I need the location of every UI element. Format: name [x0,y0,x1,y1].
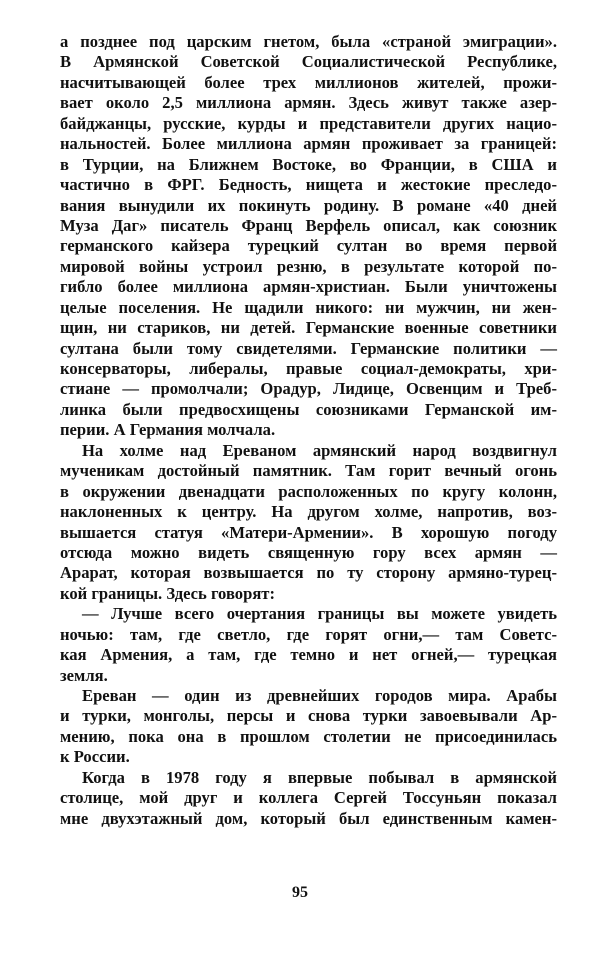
text-line: нальностей. Более миллиона армян проживает за границей: [60,134,557,154]
text-line: мне двухэтажный дом, который был единственным камен- [60,808,557,828]
text-line: кая Армения, а там, где темно и нет огней,— турецкая [60,645,557,665]
text-line: консерваторы, либералы, правые социал-демократы, хри- [60,359,557,378]
text-line: султана были тому свидетелями. Германские политики — [60,338,557,358]
page-body-text [60,32,557,829]
text-line: байджанцы, русские, курды и представители других нацио- [60,113,557,133]
text-line: В Армянской Советской Социалистической Республике, [60,52,557,72]
text-line: вания вынудили их покинуть родину. В романе «40 дней [60,195,557,215]
text-line: кой границы. Здесь говорят: [60,583,275,603]
text-line: — Лучше всего очертания границы вы можете увидеть [82,604,557,624]
text-line: а позднее под царским гнетом, была «страной эмиграции». [60,32,557,51]
text-line: частично в ФРГ. Бедность, нищета и жестокие преследо- [60,175,557,195]
text-line: стиане — промолчали; Орадур, Лидице, Освенцим и Треб- [60,379,557,399]
text-line: Когда в 1978 году я впервые побывал в армянской [82,767,557,787]
text-line: мировой войны устроил резню, в результате которой по- [60,256,557,276]
text-line: ночью: там, где светло, где горят огни,— там Советс- [60,624,557,644]
page-number: 95 [292,884,308,901]
text-line: На холме над Ереваном армянский народ воздвигнул [82,440,557,460]
paragraph [60,32,557,441]
text-line: земля. [60,665,108,685]
text-line: целые поселения. Не щадили никого: ни мужчин, ни жен- [60,297,557,317]
text-line: германского кайзера турецкий султан во время первой [60,236,557,256]
text-line: и турки, монголы, персы и снова турки завоевывали Ар- [60,706,557,726]
text-line: к России. [60,747,130,767]
text-line: Муза Даг» писатель Франц Верфель описал, как союзник [60,215,557,235]
text-line: столице, мой друг и коллега Сергей Тоссуньян показал [60,788,557,808]
text-line: наклоненных к центру. На другом холме, напротив, воз- [60,502,557,522]
text-line: Ереван — один из древнейших городов мира. Арабы [82,686,557,705]
text-line: гибло более миллиона армян-христиан. Были уничтожены [60,277,557,297]
text-line: вышается статуя «Матери-Армении». В хорошую погоду [60,522,557,542]
text-line: щин, ни стариков, ни детей. Германские военные советники [60,318,557,338]
paragraph [60,604,557,686]
paragraph [60,686,557,768]
text-line: насчитывающей более трех миллионов жителей, прожи- [60,72,557,92]
paragraph [60,441,557,605]
text-line: линка были предвосхищены союзниками Германской им- [60,399,557,419]
text-line: Арарат, которая возвышается по ту сторону армяно-турец- [60,563,557,583]
text-line: вает около 2,5 миллиона армян. Здесь живут также азер- [60,93,557,113]
text-line: перии. А Германия молчала. [60,420,276,440]
text-line: мученикам достойный памятник. Там горит вечный огонь [60,461,557,481]
text-line: в Турции, на Ближнем Востоке, во Франции, в США и [60,154,557,174]
text-line: отсюда можно видеть священную гору всех армян — [60,542,557,562]
text-line: в окружении двенадцати расположенных по кругу колонн, [60,481,557,501]
text-line: мению, пока она в прошлом столетии не присоединилась [60,726,557,746]
paragraph [60,768,557,829]
